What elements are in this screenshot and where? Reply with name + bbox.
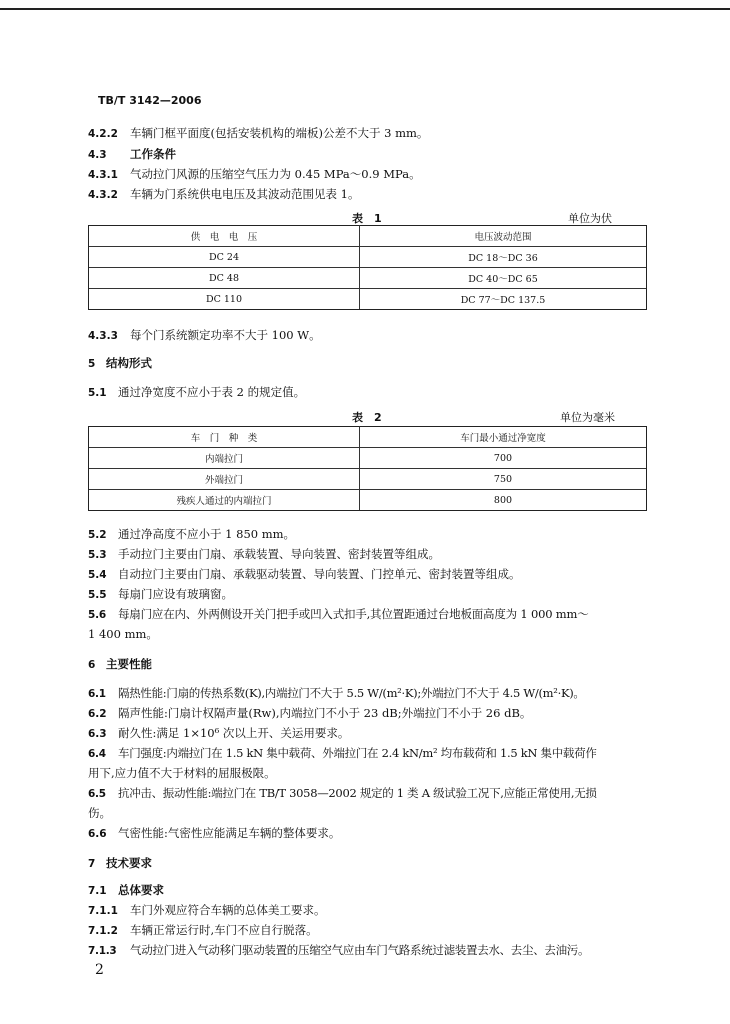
clause-6-1 bbox=[88, 685, 585, 701]
clause-5-4 bbox=[88, 566, 521, 582]
clause-text: 隔声性能:门扇计权隔声量(Rw),内端拉门不小于 23 dB;外端拉门不小于 26 dB。 bbox=[118, 706, 532, 720]
table2-cell: 800 bbox=[360, 490, 647, 511]
clause-text: 每扇门应在内、外两侧设开关门把手或凹入式扣手,其位置距通过台地板面高度为 1 000 mm～ bbox=[118, 607, 589, 621]
clause-text: 通过净宽度不应小于表 2 的规定值。 bbox=[118, 385, 306, 399]
clause-text: 气密性能:气密性应能满足车辆的整体要求。 bbox=[118, 826, 341, 840]
table2-cell: 700 bbox=[360, 448, 647, 469]
table1-cell: DC 18～DC 36 bbox=[360, 247, 647, 268]
table1-caption: 表 1 bbox=[352, 212, 382, 225]
clause-6-5-continued: 伤。 bbox=[88, 806, 111, 820]
table1-cell: DC 110 bbox=[89, 289, 360, 310]
table-row bbox=[89, 448, 646, 469]
clause-6-4-continued: 用下,应力值不大于材料的屈服极限。 bbox=[88, 766, 276, 780]
clause-4-3-2 bbox=[88, 186, 359, 202]
table2-cell: 750 bbox=[360, 469, 647, 490]
clause-5-6 bbox=[88, 606, 589, 622]
clause-6-5 bbox=[88, 785, 597, 801]
table1-header-cell: 电压波动范围 bbox=[360, 226, 647, 247]
table-row bbox=[89, 268, 646, 289]
clause-text: 气动拉门风源的压缩空气压力为 0.45 MPa～0.9 MPa。 bbox=[130, 167, 421, 181]
clause-text: 车门强度:内端拉门在 1.5 kN 集中载荷、外端拉门在 2.4 kN/m² 均布载荷和 1.5 kN 集中载荷作 bbox=[118, 746, 597, 760]
heading-text: 总体要求 bbox=[118, 883, 164, 897]
table1-header-row bbox=[89, 226, 646, 247]
clause-text: 车辆门框平面度(包括安装机构的端板)公差不大于 3 mm。 bbox=[130, 126, 429, 140]
clause-text: 车门外观应符合车辆的总体美工要求。 bbox=[130, 903, 326, 917]
clause-5-1 bbox=[88, 384, 305, 400]
page-number: 2 bbox=[95, 962, 104, 978]
clause-5-5 bbox=[88, 586, 233, 602]
clause-4-3-1 bbox=[88, 166, 421, 182]
clause-text: 每个门系统额定功率不大于 100 W。 bbox=[130, 328, 321, 342]
clause-number: 7 bbox=[88, 858, 96, 870]
clause-7-1-1 bbox=[88, 902, 326, 918]
table1 bbox=[88, 225, 647, 310]
table-row bbox=[89, 247, 646, 268]
clause-4-3-3 bbox=[88, 327, 321, 343]
clause-6-2 bbox=[88, 705, 531, 721]
standard-code: TB/T 3142—2006 bbox=[98, 94, 202, 107]
table1-cell: DC 48 bbox=[89, 268, 360, 289]
clause-6-4 bbox=[88, 745, 597, 761]
clause-number: 5 bbox=[88, 358, 96, 370]
table2 bbox=[88, 426, 647, 511]
heading-6 bbox=[88, 656, 152, 672]
table2-cell: 残疾人通过的内端拉门 bbox=[89, 490, 360, 511]
clause-text: 通过净高度不应小于 1 850 mm。 bbox=[118, 527, 296, 541]
table1-unit: 单位为伏 bbox=[568, 212, 612, 225]
table2-header-row bbox=[89, 427, 646, 448]
heading-text: 主要性能 bbox=[106, 657, 152, 671]
clause-number: 4.3.1 bbox=[88, 169, 118, 181]
clause-text: 自动拉门主要由门扇、承载驱动装置、导向装置、门控单元、密封装置等组成。 bbox=[118, 567, 521, 581]
clause-text: 气动拉门进入气动移门驱动装置的压缩空气应由车门气路系统过滤装置去水、去尘、去油污。 bbox=[130, 943, 590, 957]
heading-5 bbox=[88, 355, 152, 371]
table-row bbox=[89, 469, 646, 490]
clause-number: 6.4 bbox=[88, 748, 106, 760]
clause-number: 6.5 bbox=[88, 788, 106, 800]
clause-number: 5.5 bbox=[88, 589, 107, 601]
heading-4-3 bbox=[88, 146, 176, 162]
clause-7-1-3 bbox=[88, 942, 589, 958]
clause-number: 7.1.1 bbox=[88, 905, 118, 917]
clause-number: 4.3.3 bbox=[88, 330, 118, 342]
table2-cell: 外端拉门 bbox=[89, 469, 360, 490]
clause-number: 5.6 bbox=[88, 609, 107, 621]
table1-cell: DC 24 bbox=[89, 247, 360, 268]
clause-number: 6.1 bbox=[88, 688, 106, 700]
clause-text: 抗冲击、振动性能:端拉门在 TB/T 3058—2002 规定的 1 类 A 级试验工况下,应能正常使用,无损 bbox=[118, 786, 597, 800]
clause-5-6-continued: 1 400 mm。 bbox=[88, 627, 158, 641]
clause-text: 耐久性:满足 1×10⁶ 次以上开、关运用要求。 bbox=[118, 726, 350, 740]
clause-number: 6 bbox=[88, 659, 96, 671]
clause-number: 6.2 bbox=[88, 708, 107, 720]
clause-number: 5.2 bbox=[88, 529, 107, 541]
heading-text: 结构形式 bbox=[106, 356, 152, 370]
clause-6-6 bbox=[88, 825, 340, 841]
clause-text: 每扇门应设有玻璃窗。 bbox=[118, 587, 233, 601]
table-row bbox=[89, 490, 646, 511]
table2-cell: 内端拉门 bbox=[89, 448, 360, 469]
heading-7-1 bbox=[88, 882, 164, 898]
clause-4-2-2 bbox=[88, 125, 428, 141]
clause-6-3 bbox=[88, 725, 349, 741]
top-rule bbox=[0, 8, 730, 10]
table2-caption: 表 2 bbox=[352, 411, 382, 424]
table1-cell: DC 40～DC 65 bbox=[360, 268, 647, 289]
clause-number: 5.1 bbox=[88, 387, 107, 399]
table2-header-cell: 车 门 种 类 bbox=[89, 427, 360, 448]
table2-unit: 单位为毫米 bbox=[560, 411, 615, 424]
heading-7 bbox=[88, 855, 152, 871]
heading-text: 工作条件 bbox=[130, 147, 176, 161]
table1-header-cell: 供 电 电 压 bbox=[89, 226, 360, 247]
heading-text: 技术要求 bbox=[106, 856, 152, 870]
clause-number: 6.3 bbox=[88, 728, 107, 740]
clause-number: 7.1.2 bbox=[88, 925, 118, 937]
clause-number: 7.1.3 bbox=[88, 945, 117, 957]
clause-text: 手动拉门主要由门扇、承载装置、导向装置、密封装置等组成。 bbox=[118, 547, 440, 561]
clause-number: 7.1 bbox=[88, 885, 107, 897]
clause-5-3 bbox=[88, 546, 440, 562]
clause-number: 5.3 bbox=[88, 549, 107, 561]
table2-header-cell: 车门最小通过净宽度 bbox=[360, 427, 647, 448]
clause-number: 6.6 bbox=[88, 828, 107, 840]
clause-text: 车辆为门系统供电电压及其波动范围见表 1。 bbox=[130, 187, 360, 201]
clause-number: 4.3 bbox=[88, 149, 107, 161]
table1-cell: DC 77～DC 137.5 bbox=[360, 289, 647, 310]
clause-text: 车辆正常运行时,车门不应自行脱落。 bbox=[130, 923, 318, 937]
clause-text: 隔热性能:门扇的传热系数(K),内端拉门不大于 5.5 W/(m²·K);外端拉门不大于 4.5 W/(m²·K)。 bbox=[118, 686, 585, 700]
clause-number: 5.4 bbox=[88, 569, 107, 581]
table-row bbox=[89, 289, 646, 310]
clause-number: 4.3.2 bbox=[88, 189, 118, 201]
clause-number: 4.2.2 bbox=[88, 128, 118, 140]
clause-7-1-2 bbox=[88, 922, 318, 938]
clause-5-2 bbox=[88, 526, 295, 542]
